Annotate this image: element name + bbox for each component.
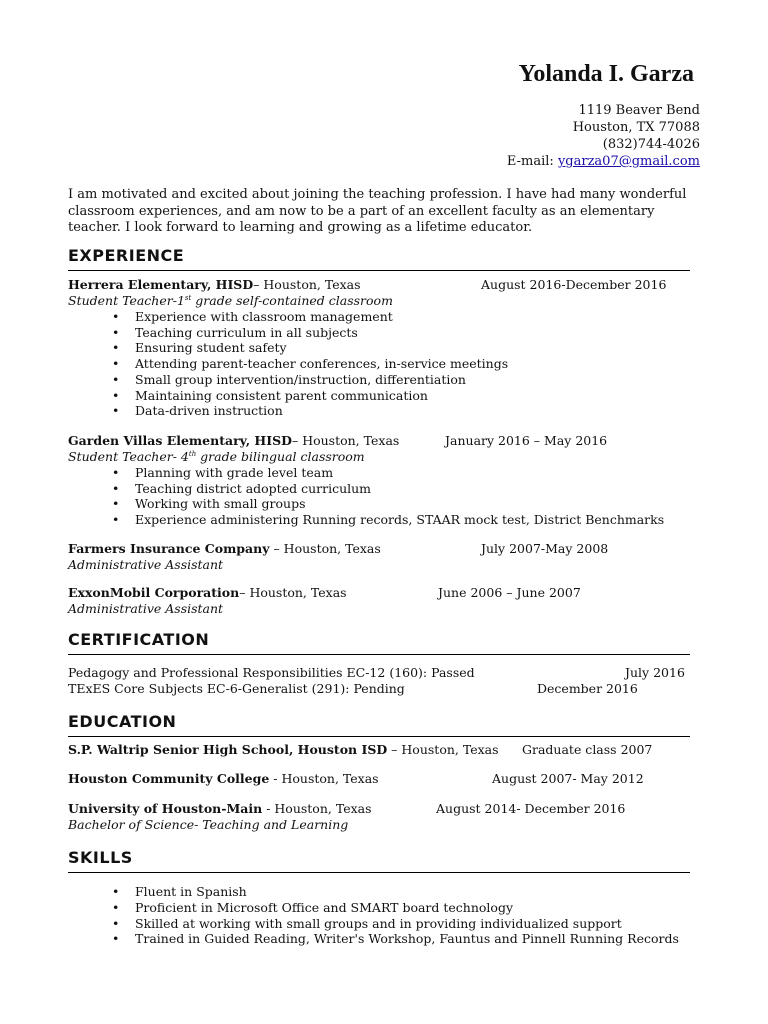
job-role: Administrative Assistant (68, 601, 224, 616)
education-date: August 2007- May 2012 (492, 771, 644, 786)
certification-date: December 2016 (537, 680, 638, 696)
list-item: • Experience administering Running records, STAAR mock test, District Benchmarks (68, 512, 708, 528)
address-line-2: Houston, TX 77088 (572, 120, 700, 135)
email-row (507, 153, 700, 170)
candidate-name: Yolanda I. Garza (518, 61, 694, 87)
email-label: E-mail: (506, 154, 554, 169)
certification-item (68, 681, 708, 697)
experience-entry-exxonmobil (68, 585, 708, 617)
school-name: S.P. Waltrip Senior High School, Houston ISD (68, 742, 388, 757)
education-date: August 2014- December 2016 (436, 801, 626, 816)
job-role: Student Teacher-1st grade self-contained classroom (68, 293, 393, 308)
employment-dates: January 2016 – May 2016 (445, 433, 608, 448)
skills-list (68, 884, 708, 947)
objective-summary: I am motivated and excited about joining the teaching profession. I have had many wonderful classroom experiences, and am now to be a part of an excellent faculty as an elementary teacher. I look forward to learning and growing as a lifetime educator. (68, 187, 687, 235)
experience-entry-garden-villas (68, 433, 708, 528)
school-location: – Houston, Texas (387, 742, 499, 757)
address-line-1: 1119 Beaver Bend (578, 103, 700, 118)
employment-dates: July 2007-May 2008 (481, 541, 609, 556)
section-heading-skills: SKILLS (68, 848, 690, 873)
education-entry-waltrip (68, 742, 708, 758)
list-item: • Working with small groups (68, 496, 708, 512)
job-role: Administrative Assistant (68, 557, 224, 572)
duties-list (68, 309, 708, 420)
employer-location: – Houston, Texas (239, 585, 347, 600)
list-item: • Ensuring student safety (68, 340, 708, 356)
experience-entry-herrera (68, 277, 708, 419)
employer-location: – Houston, Texas (269, 541, 381, 556)
section-heading-education: EDUCATION (68, 712, 690, 737)
education-entry-hcc (68, 771, 708, 787)
degree-name: Bachelor of Science- Teaching and Learning (68, 817, 349, 832)
certification-list (68, 665, 708, 696)
employer-location: – Houston, Texas (291, 433, 400, 448)
list-item: • Small group intervention/instruction, differentiation (68, 372, 708, 388)
school-name: University of Houston-Main (68, 801, 263, 816)
list-item: • Teaching district adopted curriculum (68, 481, 708, 497)
certification-item (68, 665, 708, 681)
list-item: • Planning with grade level team (68, 465, 708, 481)
employer-name: Herrera Elementary, HISD (68, 277, 254, 292)
phone-number: (832)744-4026 (602, 137, 700, 152)
employment-dates: June 2006 – June 2007 (438, 585, 581, 600)
email-link[interactable]: ygarza07@gmail.com (557, 154, 700, 169)
contact-block (507, 102, 700, 170)
section-heading-experience: EXPERIENCE (68, 246, 690, 271)
section-heading-certification: CERTIFICATION (68, 630, 690, 655)
certification-date: July 2016 (625, 665, 685, 680)
list-item: • Attending parent-teacher conferences, in-service meetings (68, 356, 708, 372)
duties-list (68, 465, 708, 528)
school-location: - Houston, Texas (262, 801, 372, 816)
education-date: Graduate class 2007 (522, 742, 653, 757)
school-location: - Houston, Texas (269, 771, 379, 786)
employer-name: Farmers Insurance Company (68, 541, 270, 556)
education-entry-uh (68, 801, 708, 833)
employer-name: ExxonMobil Corporation (68, 585, 240, 600)
list-item: • Data-driven instruction (68, 403, 708, 419)
list-item: • Trained in Guided Reading, Writer's Workshop, Fauntus and Pinnell Running Records (68, 931, 708, 947)
list-item: • Experience with classroom management (68, 309, 708, 325)
list-item: • Proficient in Microsoft Office and SMART board technology (68, 900, 708, 916)
job-role: Student Teacher- 4th grade bilingual classroom (68, 449, 365, 464)
employer-location: – Houston, Texas (253, 277, 361, 292)
employment-dates: August 2016-December 2016 (481, 277, 667, 292)
school-name: Houston Community College (68, 771, 270, 786)
employer-name: Garden Villas Elementary, HISD (68, 433, 292, 448)
list-item: • Fluent in Spanish (68, 884, 708, 900)
experience-entry-farmers (68, 541, 708, 573)
list-item: • Maintaining consistent parent communication (68, 388, 708, 404)
list-item: • Skilled at working with small groups and in providing individualized support (68, 916, 708, 932)
certification-name: Pedagogy and Professional Responsibilities EC-12 (160): Passed (68, 665, 475, 680)
certification-name: TExES Core Subjects EC-6-Generalist (291): Pending (68, 680, 405, 696)
list-item: • Teaching curriculum in all subjects (68, 325, 708, 341)
